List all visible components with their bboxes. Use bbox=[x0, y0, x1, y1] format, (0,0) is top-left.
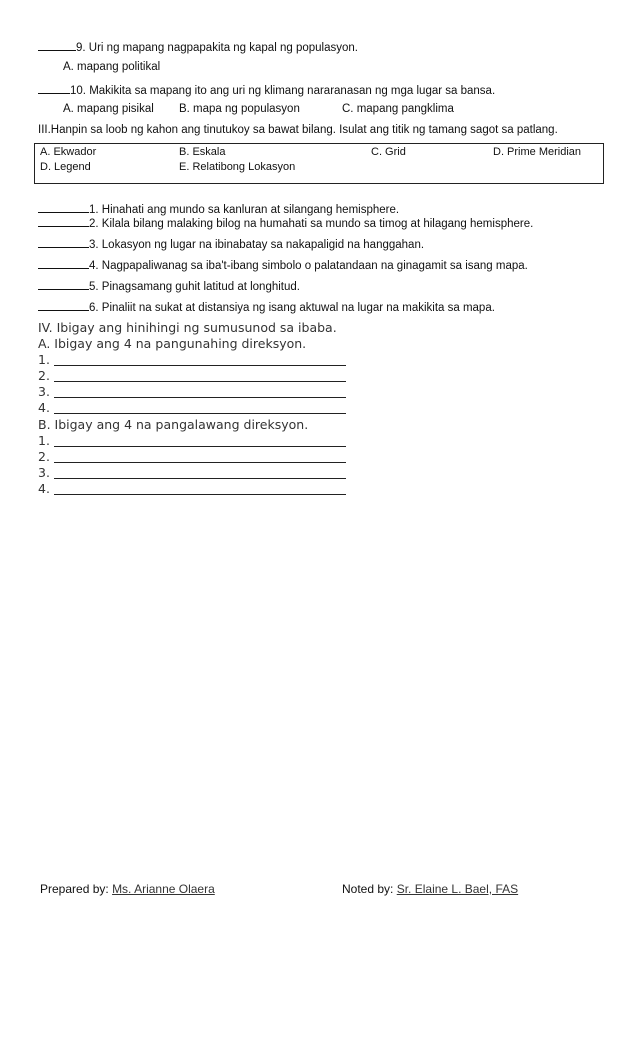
item-9-choice: A. mapang politikal bbox=[63, 61, 161, 73]
answer-line[interactable] bbox=[38, 465, 348, 481]
noted-name: Sr. Elaine L. Bael, FAS bbox=[396, 882, 519, 896]
box-choice: E. Relatibong Lokasyon bbox=[179, 161, 296, 173]
box-choice: C. Grid bbox=[371, 146, 406, 158]
section-3-item bbox=[38, 215, 533, 230]
item-10-choice-b: B. mapa ng populasyon bbox=[179, 103, 300, 115]
answer-blank[interactable] bbox=[38, 236, 89, 248]
item-text: 2. Kilala bilang malaking bilog na humahati sa mundo sa timog at hilagang hemisphere. bbox=[89, 218, 534, 230]
line-number: 3. bbox=[38, 465, 50, 480]
section-3-item bbox=[38, 201, 399, 216]
item-10 bbox=[38, 82, 495, 97]
answer-blank[interactable] bbox=[38, 201, 89, 213]
section-3-item bbox=[38, 236, 424, 251]
section-4-part-a: A. Ibigay ang 4 na pangunahing direksyon. bbox=[38, 336, 307, 351]
item-text: 5. Pinagsamang guhit latitud at longhitud. bbox=[89, 281, 300, 293]
choices-box bbox=[34, 143, 604, 184]
answer-line[interactable] bbox=[38, 449, 348, 465]
answer-blank[interactable] bbox=[38, 39, 76, 51]
item-number: 9. bbox=[76, 42, 86, 54]
answer-blank[interactable] bbox=[38, 215, 89, 227]
answer-line[interactable] bbox=[38, 400, 348, 416]
prepared-by bbox=[40, 882, 215, 896]
line-number: 4. bbox=[38, 481, 50, 496]
section-3-item bbox=[38, 278, 300, 293]
line-number: 2. bbox=[38, 368, 50, 383]
noted-label: Noted by: bbox=[342, 882, 394, 896]
item-10-choice-c: C. mapang pangklima bbox=[342, 103, 454, 115]
answer-blank[interactable] bbox=[38, 257, 89, 269]
answer-line[interactable] bbox=[38, 384, 348, 400]
item-10-choice-a: A. mapang pisikal bbox=[63, 103, 154, 115]
item-text: Uri ng mapang nagpapakita ng kapal ng populasyon. bbox=[88, 42, 358, 54]
line-number: 2. bbox=[38, 449, 50, 464]
prepared-label: Prepared by: bbox=[40, 882, 109, 896]
section-3-item bbox=[38, 257, 528, 272]
item-text: 1. Hinahati ang mundo sa kanluran at silangang hemisphere. bbox=[89, 204, 400, 216]
answer-blank[interactable] bbox=[38, 278, 89, 290]
item-text: 4. Nagpapaliwanag sa iba't-ibang simbolo o palatandaan na ginagamit sa isang mapa. bbox=[89, 260, 528, 272]
box-choice: D. Legend bbox=[40, 161, 91, 173]
answer-line[interactable] bbox=[38, 433, 348, 449]
line-number: 1. bbox=[38, 352, 50, 367]
prepared-name: Ms. Arianne Olaera bbox=[112, 882, 215, 896]
section-3-item bbox=[38, 299, 495, 314]
item-9 bbox=[38, 39, 358, 54]
box-choice: A. Ekwador bbox=[40, 146, 97, 158]
line-number: 4. bbox=[38, 400, 50, 415]
answer-blank[interactable] bbox=[38, 82, 70, 94]
item-text: Makikita sa mapang ito ang uri ng klimang nararanasan ng mga lugar sa bansa. bbox=[89, 85, 496, 97]
item-text: 6. Pinaliit na sukat at distansiya ng isang aktuwal na lugar na makikita sa mapa. bbox=[89, 302, 495, 314]
box-choice: B. Eskala bbox=[179, 146, 226, 158]
answer-blank[interactable] bbox=[38, 299, 89, 311]
noted-by bbox=[342, 882, 518, 896]
section-4-part-b: B. Ibigay ang 4 na pangalawang direksyon. bbox=[38, 417, 309, 432]
box-choice: D. Prime Meridian bbox=[493, 146, 582, 158]
line-number: 1. bbox=[38, 433, 50, 448]
answer-line[interactable] bbox=[38, 481, 348, 497]
line-number: 3. bbox=[38, 384, 50, 399]
section-4-title: IV. Ibigay ang hinihingi ng sumusunod sa ibaba. bbox=[38, 320, 337, 335]
item-text: 3. Lokasyon ng lugar na ibinabatay sa nakapaligid na hanggahan. bbox=[89, 239, 425, 251]
answer-line[interactable] bbox=[38, 352, 348, 368]
section-3-instruction: III.Hanpin sa loob ng kahon ang tinutukoy sa bawat bilang. Isulat ang titik ng tamang sagot sa patlang. bbox=[38, 124, 558, 136]
item-number: 10. bbox=[70, 85, 86, 97]
answer-line[interactable] bbox=[38, 368, 348, 384]
